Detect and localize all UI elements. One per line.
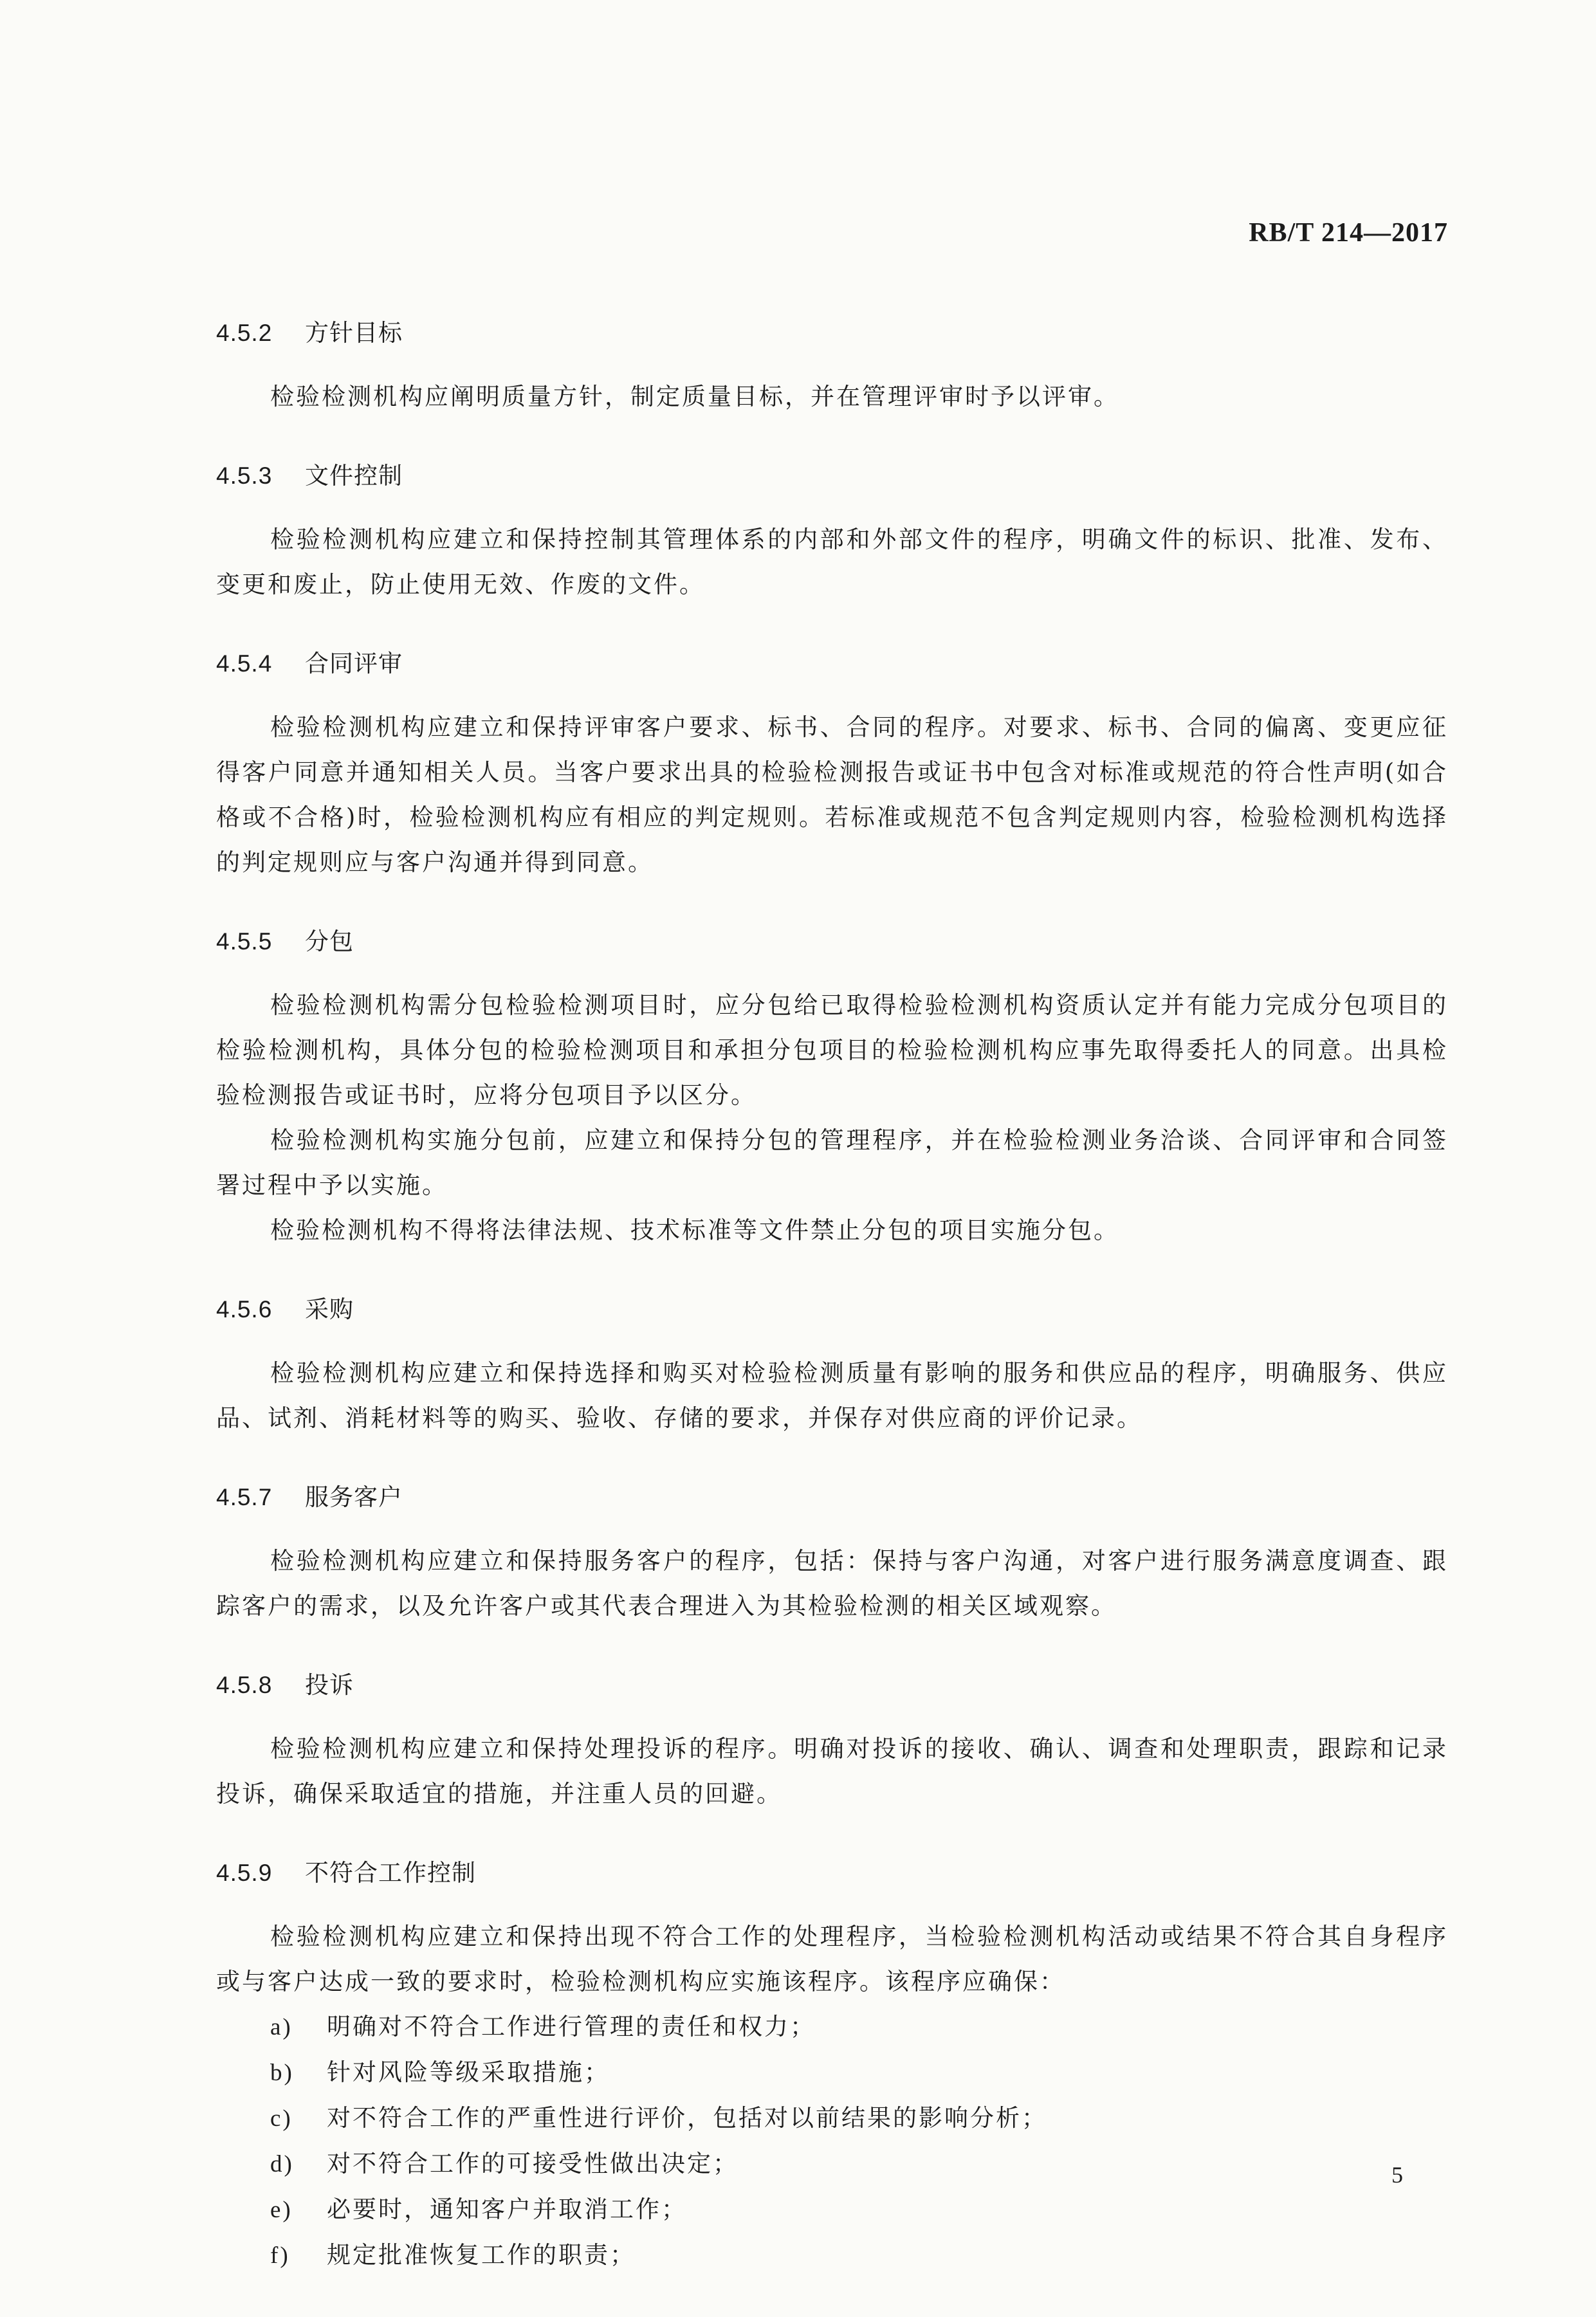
- list-item: [216, 2096, 1448, 2141]
- section-number: 4.5.5: [216, 928, 273, 955]
- list-marker: b): [270, 2060, 294, 2086]
- paragraph: 检验检测机构应阐明质量方针，制定质量目标，并在管理评审时予以评审。: [270, 383, 1119, 410]
- section-number: 4.5.7: [216, 1484, 273, 1510]
- section-number: 4.5.8: [216, 1672, 273, 1698]
- list-item-text: 对不符合工作的可接受性做出决定；: [327, 2150, 738, 2177]
- list-item-text: 必要时，通知客户并取消工作；: [327, 2195, 687, 2223]
- paragraph: 检验检测机构应建立和保持评审客户要求、标书、合同的程序。对要求、标书、合同的偏离、变更应征得客户同意并通知相关人员。当客户要求出具的检验检测报告或证书中包含对标准或规范的符合性声明(如合格或不合格)时，检验检测机构应有相应的判定规则。若标准或规范不包含判定规则内容，检验检测机构选择的判定规则应与客户沟通并得到同意。: [216, 713, 1448, 876]
- paragraph: 检验检测机构需分包检验检测项目时，应分包给已取得检验检测机构资质认定并有能力完成分包项目的检验检测机构，具体分包的检验检测项目和承担分包项目的检验检测机构应事先取得委托人的同意。出具检验检测报告或证书时，应将分包项目予以区分。: [216, 991, 1448, 1109]
- section-heading: [216, 1667, 1448, 1703]
- list-marker: c): [270, 2105, 293, 2132]
- requirement-list: [216, 2004, 1448, 2278]
- list-item: [216, 2233, 1448, 2278]
- paragraph: 检验检测机构应建立和保持服务客户的程序，包括：保持与客户沟通，对客户进行服务满意度调查、跟踪客户的需求，以及允许客户或其代表合理进入为其检验检测的相关区域观察。: [216, 1547, 1448, 1620]
- section-heading: [216, 1479, 1448, 1516]
- list-item: [216, 2141, 1448, 2187]
- section-title: 分包: [305, 928, 354, 955]
- section-number: 4.5.2: [216, 320, 273, 346]
- section-4-5-8: [216, 1667, 1448, 1817]
- section-number: 4.5.6: [216, 1296, 273, 1323]
- section-heading: [216, 1855, 1448, 1891]
- section-4-5-2: [216, 315, 1448, 419]
- list-item-text: 针对风险等级采取措施；: [327, 2058, 610, 2086]
- list-item-text: 对不符合工作的严重性进行评价，包括对以前结果的影响分析；: [327, 2104, 1047, 2132]
- list-item: [216, 2004, 1448, 2050]
- section-4-5-3: [216, 458, 1448, 607]
- paragraph: 检验检测机构应建立和保持控制其管理体系的内部和外部文件的程序，明确文件的标识、批准、发布、变更和废止，防止使用无效、作废的文件。: [216, 526, 1448, 598]
- list-item-text: 规定批准恢复工作的职责；: [327, 2241, 636, 2269]
- section-heading: [216, 458, 1448, 494]
- paragraph: 检验检测机构不得将法律法规、技术标准等文件禁止分包的项目实施分包。: [270, 1216, 1119, 1244]
- list-marker: d): [270, 2151, 294, 2177]
- list-marker: f): [270, 2242, 290, 2269]
- list-item: [216, 2050, 1448, 2096]
- section-title: 方针目标: [305, 319, 403, 347]
- section-4-5-6: [216, 1292, 1448, 1441]
- section-title: 合同评审: [305, 650, 403, 677]
- document-body: [216, 315, 1448, 2317]
- section-heading: [216, 924, 1448, 960]
- list-marker: a): [270, 2014, 293, 2040]
- section-title: 文件控制: [305, 462, 403, 490]
- list-item: [216, 2187, 1448, 2233]
- section-heading: [216, 315, 1448, 351]
- section-4-5-7: [216, 1479, 1448, 1629]
- section-number: 4.5.9: [216, 1860, 273, 1886]
- list-item-text: 明确对不符合工作进行管理的责任和权力；: [327, 2013, 816, 2040]
- section-title: 投诉: [305, 1671, 354, 1699]
- section-number: 4.5.4: [216, 650, 273, 677]
- section-4-5-5: [216, 924, 1448, 1253]
- section-4-5-4: [216, 646, 1448, 885]
- section-title: 服务客户: [305, 1483, 403, 1511]
- section-title: 不符合工作控制: [305, 1859, 476, 1887]
- page-number: 5: [1391, 2162, 1403, 2188]
- section-title: 采购: [305, 1296, 354, 1323]
- section-number: 4.5.3: [216, 462, 273, 489]
- standard-code: RB/T 214—2017: [1249, 218, 1448, 248]
- paragraph: 检验检测机构应建立和保持出现不符合工作的处理程序，当检验检测机构活动或结果不符合其自身程序或与客户达成一致的要求时，检验检测机构应实施该程序。该程序应确保：: [216, 1923, 1448, 1995]
- section-4-5-9: [216, 1855, 1448, 2278]
- paragraph: 检验检测机构应建立和保持选择和购买对检验检测质量有影响的服务和供应品的程序，明确服务、供应品、试剂、消耗材料等的购买、验收、存储的要求，并保存对供应商的评价记录。: [216, 1359, 1448, 1432]
- section-heading: [216, 646, 1448, 682]
- list-marker: e): [270, 2197, 293, 2223]
- paragraph: 检验检测机构应建立和保持处理投诉的程序。明确对投诉的接收、确认、调查和处理职责，跟踪和记录投诉，确保采取适宜的措施，并注重人员的回避。: [216, 1735, 1448, 1808]
- section-heading: [216, 1292, 1448, 1328]
- paragraph: 检验检测机构实施分包前，应建立和保持分包的管理程序，并在检验检测业务洽谈、合同评审和合同签署过程中予以实施。: [216, 1126, 1448, 1199]
